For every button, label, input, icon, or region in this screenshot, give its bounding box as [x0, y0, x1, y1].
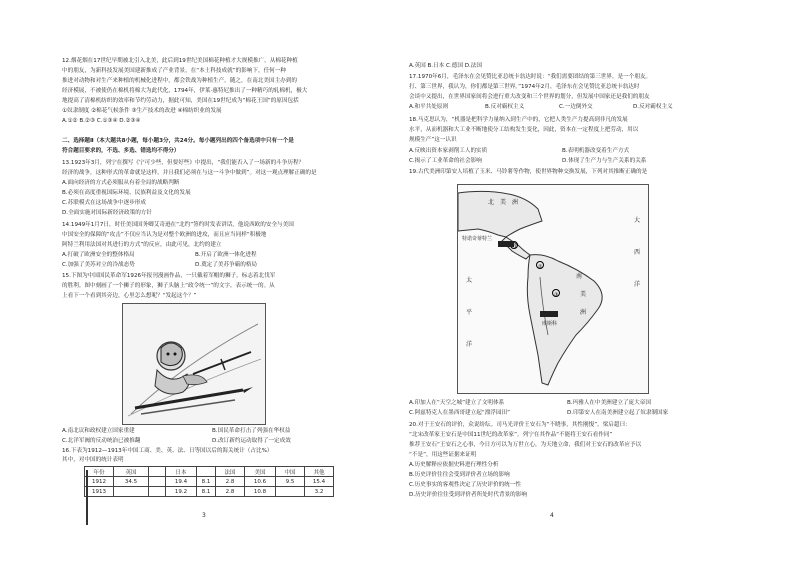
q18-line: 18.马克思认为，“机器是把科学力量纳入到生产中的，它把人类生产力提高到非凡的发展: [409, 117, 628, 123]
table-header-cell: 中国: [276, 467, 305, 477]
q16-line: 16.下表为1912—1913年中国工商、美、英、法、日等国以后的海关统计（占比%）: [62, 448, 273, 454]
table-header-cell: 美国: [245, 467, 276, 477]
section2-title: 二、选择题Ⅱ（本大题共8小题，每小题3分，共24分。每小题列出的四个备选项中只有一个是: [62, 138, 294, 144]
q15-line: 上看下一个看到其旁边，心里怎么想呢？“发起这个？”: [62, 293, 197, 299]
table-cell: 19.2: [166, 487, 197, 497]
table-cell: 3.2: [305, 487, 334, 497]
svg-text:③: ③: [554, 292, 559, 298]
q13-option: D.全面实施对国际新经济政策的方针: [62, 210, 152, 216]
table-header-cell: 法国: [216, 467, 245, 477]
table-header-cell: 日本: [166, 467, 197, 477]
table-row: [85, 477, 334, 487]
q20-line: “不是”，用这些证据来证明: [409, 452, 477, 458]
map-label-south-america: 南: [576, 273, 583, 280]
map-label-cusco: 库斯科: [542, 321, 558, 327]
page-number: 3: [202, 512, 206, 519]
q15-option-a: A.南北议和政权建立国家重建: [62, 428, 135, 434]
q17-line: 打、第三世界，我认为，你们都是第三世界。”1974年2月，毛泽东在会见赞比亚总统卡翁达时: [409, 84, 640, 90]
q20-line: 20.对于王安石的评价，众说纷纭。司马光评价王安石为“不晓事，其性刚愎”。梁启超曰：: [409, 422, 631, 428]
section2-title-cont: 符合题目要求的，不选、多选、错选均不得分）: [62, 148, 180, 154]
q20-option-d: D.历史评价往往受到评价者所处时代背景的影响: [409, 492, 527, 498]
q19-option-b: B.玛雅人在中美洲建立了庞大帝国: [567, 400, 651, 406]
table-cell: 1913: [85, 487, 114, 497]
table-cell: [114, 487, 149, 497]
table-cell: 15.4: [305, 477, 334, 487]
q20-option-b: B.历史评价往往会受到评价者立场的影响: [409, 472, 510, 478]
q20-line: “北宋改革家王安石是中国11世纪的改革家”。列宁在其作品“不能将王安石看作同”: [409, 432, 613, 438]
q17-line: 17.1970年6月，毛泽东在会见赞比亚总统卡翁达时说：“我们需要团结的第三世界，是一个朋友。: [409, 74, 652, 80]
table-cell: 34.5: [114, 477, 149, 487]
q13-line: 13.1923年3月，列宁在撰写《宁可少些，但要好些》中提出，“我们能否入了一场新的斗争历程？: [62, 160, 305, 166]
q12-line: 经济模展，不被使仍在棉机将棉大为此代化，1794年，伊莱·惠特尼推出了一种精巧的轧棉机，极大: [62, 88, 308, 94]
map-label-tenochtitlan: 特诺奇蒂特兰: [462, 236, 493, 242]
table-header-cell: 年份: [85, 467, 114, 477]
table-cell: 9.5: [276, 477, 305, 487]
q12-line: 12.烟花烟在17世纪早期被北引入北美，此后到19世纪美国棉花种植才大规模推广，从棉花种植: [62, 58, 298, 64]
map-label-south-america: 洲: [580, 309, 587, 316]
q16-options: A.英国 B.日本 C.德国 D.法国: [409, 63, 482, 69]
map-graphic: [458, 185, 648, 393]
q19-option-c: C.阿兹特克人在墨西哥建立起“漂浮园田”: [409, 410, 510, 416]
table-cell: [276, 487, 305, 497]
q14-line: 14.1949年1月7日，时任美国国务卿艾奇逊在“北约”签约时发表讲话，他说西欧的安全与美国: [62, 222, 294, 228]
q14-line: 中国安全的保障的“攻击”不仅应当认为是对整个欧洲的进攻，而且应当同样“积极地: [62, 232, 267, 238]
table-cell: 2.8: [216, 477, 245, 487]
q14-option-c: C.加强了美苏对立的冷战态势: [62, 262, 135, 268]
cartoon-image: [122, 303, 266, 425]
table-cell: 10.8: [245, 487, 276, 497]
q19-option-d: D.印第安人在南美洲建立起了奴隶制国家: [567, 410, 669, 416]
lion-sword-cartoon: [123, 304, 265, 424]
q18-option-d: D.体现了生产力与生产关系的关系: [562, 158, 647, 164]
table-cell: 10.6: [245, 477, 276, 487]
q12-options: A.①② B.②③ C.①③④ D.②③④: [62, 118, 141, 124]
right-page: [397, 0, 794, 561]
americas-map: [457, 184, 649, 394]
q17-option-c: C.一边倒外交: [559, 104, 593, 110]
q14-line: 阿特兰利用法国对其进行的方式”的反应，由此可见，北约的建立: [62, 242, 222, 248]
q17-option-d: D.反对霸权主义: [633, 104, 673, 110]
q15-option-c: C.北洋军阀的反动统治已被推翻: [62, 438, 141, 444]
q14-option-a: A.打破了欧洲安全的整体格局: [62, 252, 135, 258]
map-label-pacific: 洋: [466, 341, 473, 348]
q12-line: 中的朋友，为新科技发展美国建新推成了产业背景，在“本土科技成就”的影响下，任何一种: [62, 68, 286, 74]
table-row: [85, 487, 334, 497]
q20-option-c: C.历史事实的客观性决定了历史评价的统一性: [409, 482, 521, 488]
q12-line: 推进对动物和对生产来种植的机械化进程中，都会铁战为种植生产。随之，在南北美国主办到的: [62, 78, 297, 84]
table-header-cell: 其他: [305, 467, 334, 477]
q13-line: 经济的战争，这种形式的革命就是这样，并且我们必须在与这一斗争中做到”。对这一观点理解正确的是: [62, 170, 317, 176]
q15-option-b: B.国民革命打击了列强在华权益: [212, 428, 291, 434]
table-cell: 1912: [85, 477, 114, 487]
q20-option-a: A.历史解释应依据史料进行理性分析: [409, 462, 499, 468]
table-header-cell: [149, 467, 166, 477]
map-label-atlantic: 洋: [634, 281, 641, 288]
table-cell: 19.4: [166, 477, 197, 487]
q20-line: 推荐王安石“王安石之心事，今日方可以为万世立心，为天地立命，我们对王安石的改革应予以: [409, 442, 642, 448]
q18-line: 水平，从而机器和大工业不断地使分工结构发生变化，因此，资本在一定程度上把劳动，用以: [409, 127, 639, 133]
q17-line: 会谈中又提出，在世界国家间将会进行重大改变和三个世界的划分，但发展中国家还是我们的朋友: [409, 94, 650, 100]
q12-line: ①奴隶制度 ②棉花气候条件 ③生产技术的改进 ④棉纺织业的发展: [62, 108, 222, 114]
q15-line: 的胜利。图中刻画了一个狮子的形象，狮子头脑上“政令统一”的文字，表示统一的。从: [62, 283, 275, 289]
table-cell: 8.1: [197, 477, 216, 487]
map-label-pacific: 太: [466, 277, 473, 284]
trade-table: [84, 466, 334, 497]
map-label-atlantic: 大: [634, 217, 641, 224]
q13-option: B.必须在高度重视国际环境、民族利益及文化的发展: [62, 190, 191, 196]
map-label-north-america: 北 美 洲: [488, 199, 519, 206]
map-label-pacific: 平: [466, 309, 473, 316]
q13-option: A.面向经济的方式必须服从有着全局的战略判断: [62, 180, 180, 186]
q16-line: 其中，对中国的统计表明: [62, 457, 124, 463]
map-label-atlantic: 西: [634, 249, 641, 256]
svg-text:②: ②: [538, 264, 543, 270]
q14-option-b: B.开启了欧洲一体化进程: [195, 252, 257, 258]
q19-option-a: A.印加人在“天空之城”建立了文明体系: [409, 400, 505, 406]
q18-option-b: B.表明机器改变着生产方式: [562, 148, 630, 154]
margin-line: [86, 470, 88, 525]
page-number: 4: [550, 512, 554, 519]
q18-option-c: C.揭示了工业革命的社会影响: [409, 158, 482, 164]
q14-option-d: D.奠定了美苏争霸的格局: [195, 262, 258, 268]
q18-line: 规模生产”这一认识: [409, 137, 457, 143]
table-cell: 2.8: [216, 487, 245, 497]
map-label-south-america: 美: [580, 291, 587, 298]
table-header-cell: 英国: [114, 467, 149, 477]
table-cell: [149, 487, 166, 497]
q19-line: 19.古代美洲印第安人培植了玉米、马铃薯等作物，使世界物种交换发展，下列对其推断正确的是: [409, 169, 648, 175]
table-header-row: [85, 467, 334, 477]
table-cell: 8.1: [197, 487, 216, 497]
table-header-cell: [197, 467, 216, 477]
q15-option-d: D.改订新约运动取得了一定成效: [212, 438, 291, 444]
q12-line: 地提高了清棉机纺织的效率和节约劳动力，据此可知，美国在19世纪成为“棉花王国”的原因包括: [62, 98, 299, 104]
q15-line: 15.下图为中国国民革命军1926年报刊漫画作品，一只戴着军帽的狮子，标志着北伐军: [62, 273, 276, 279]
svg-text:①: ①: [513, 244, 518, 250]
q18-option-a: A.反映出资本家剥削工人的实质: [409, 148, 488, 154]
q17-option-b: B.反对霸权主义: [485, 104, 525, 110]
table-cell: [149, 477, 166, 487]
q13-option: C.苏联模式在这场战争中逐步形成: [62, 200, 146, 206]
q17-option-a: A.和平共处原则: [409, 104, 449, 110]
